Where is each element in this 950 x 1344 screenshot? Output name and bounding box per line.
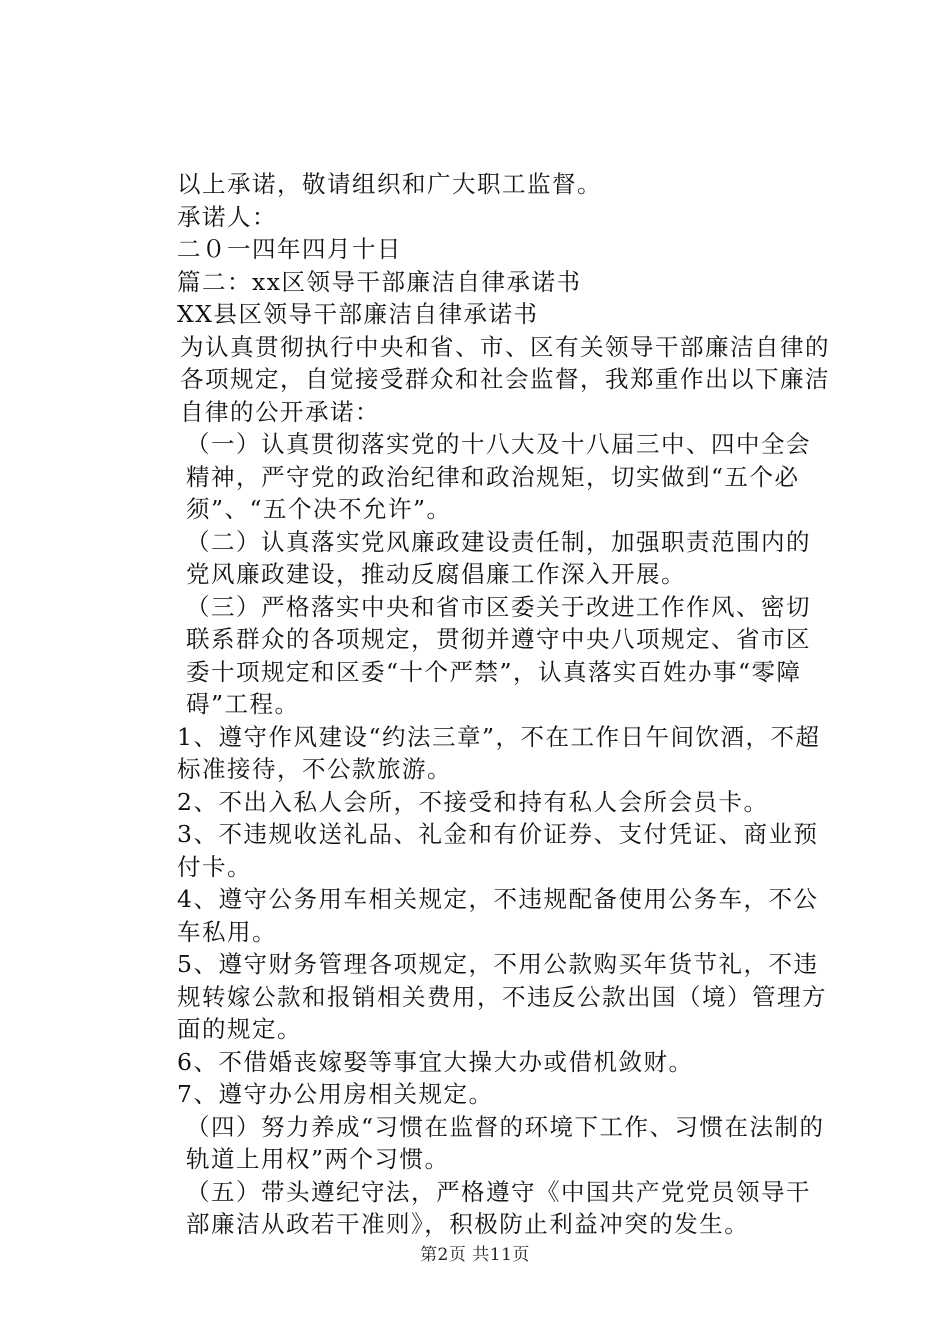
document-body [130, 168, 835, 1241]
intro-paragraph: 为认真贯彻执行中央和省、市、区有关领导干部廉洁自律的各项规定，自觉接受群众和社会监督，我郑重作出以下廉洁自律的公开承诺： [180, 332, 830, 426]
document-title: XX县区领导干部廉洁自律承诺书 [177, 300, 539, 328]
item-one-paragraph: （一）认真贯彻落实党的十八大及十八届三中、四中全会精神，严守党的政治纪律和政治规矩，切实做到“五个必须”、“五个决不允许”。 [186, 430, 811, 523]
item-four-paragraph: （四）努力养成“习惯在监督的环境下工作、习惯在法制的轨道上用权”两个习惯。 [186, 1112, 825, 1173]
date-line: 二０一四年四月十日 [177, 235, 402, 263]
sub-item-2: 2、不出入私人会所，不接受和持有私人会所会员卡。 [177, 787, 769, 816]
sub-item-6: 6、不借婚丧嫁娶等事宜大操大办或借机敛财。 [177, 1047, 694, 1076]
item-five-paragraph: （五）带头遵纪守法，严格遵守《中国共产党党员领导干部廉洁从政若干准则》，积极防止利益冲突的发生。 [186, 1177, 811, 1238]
sub-item-4: 4、遵守公务用车相关规定，不违规配备使用公务车，不公车私用。 [177, 885, 819, 946]
sub-item-3: 3、不违规收送礼品、礼金和有价证券、支付凭证、商业预付卡。 [177, 820, 819, 881]
closing-line: 以上承诺，敬请组织和广大职工监督。 [177, 170, 602, 198]
sub-item-1: 1、遵守作风建设“约法三章”，不在工作日午间饮酒，不超标准接待，不公款旅游。 [177, 722, 821, 783]
page-number-footer: 第2页 共11页 [420, 1245, 530, 1265]
item-three-paragraph: （三）严格落实中央和省市区委关于改进工作作风、密切联系群众的各项规定，贯彻并遵守中央八项规定、省市区委十项规定和区委“十个严禁”，认真落实百姓办事“零障碍”工程。 [186, 592, 811, 718]
sub-item-5: 5、遵守财务管理各项规定，不用公款购买年货节礼，不违规转嫁公款和报销相关费用，不违反公款出国（境）管理方面的规定。 [177, 950, 827, 1043]
section-heading: 篇二：xx区领导干部廉洁自律承诺书 [177, 267, 582, 296]
sub-item-7: 7、遵守办公用房相关规定。 [177, 1080, 494, 1108]
item-two-paragraph: （二）认真落实党风廉政建设责任制，加强职责范围内的党风廉政建设，推动反腐倡廉工作深入开展。 [186, 527, 811, 588]
signatory-label: 承诺人： [177, 202, 277, 231]
